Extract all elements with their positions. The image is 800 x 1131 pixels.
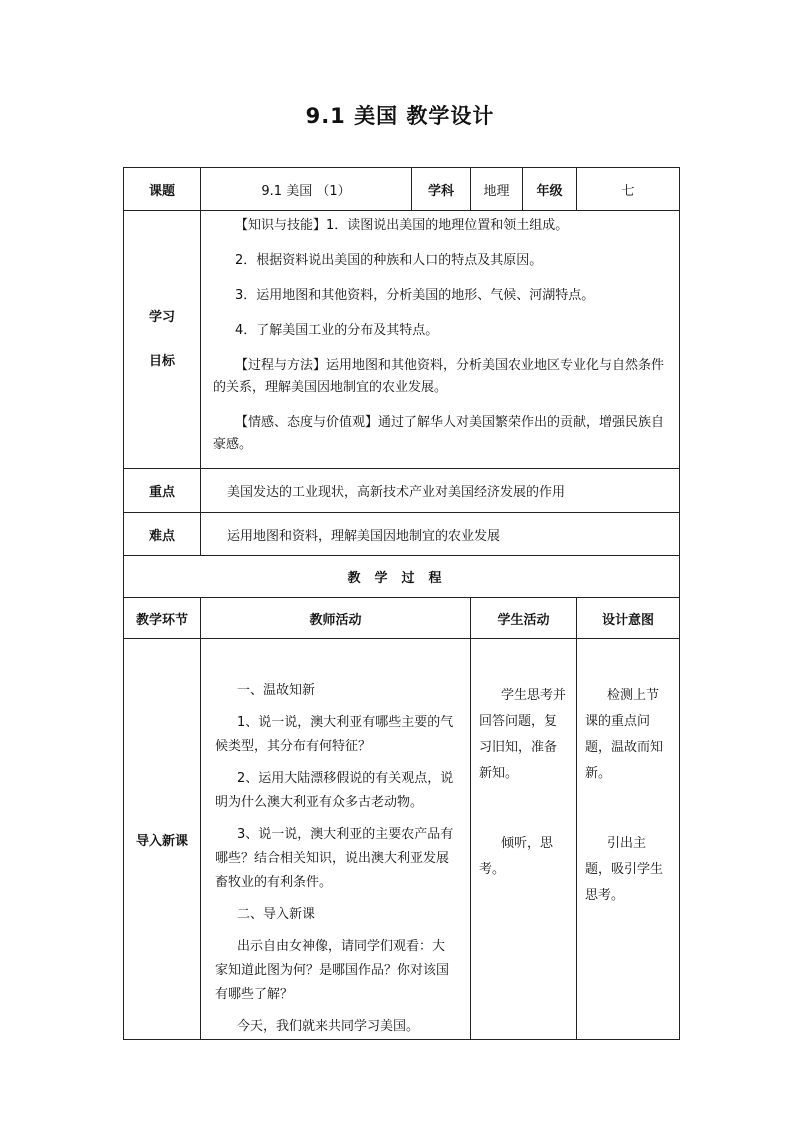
objective-line: 【过程与方法】运用地图和其他资料，分析美国农业地区专业化与自然条件的关系，理解美国因地制宜的农业发展。 [213,358,665,395]
teacher-line: 一、温故知新 [237,683,316,698]
objective-line: 【知识与技能】1．读图说出美国的地理位置和领土组成。 [235,218,569,233]
objectives-content [201,211,680,469]
difficulty-row [124,513,680,556]
process-heading-text: 教学过程 [347,571,456,586]
student-line: 倾听，思考。 [479,836,554,877]
intent-line: 引出主题，吸引学生思考。 [585,836,664,903]
column-stage: 教学环节 [124,598,201,639]
objective-line: 2．根据资料说出美国的种族和人口的特点及其原因。 [235,253,543,268]
teacher-line: 今天，我们就来共同学习美国。 [237,1019,420,1034]
teacher-line: 2、运用大陆漂移假说的有关观点，说明为什么澳大利亚有众多古老动物。 [215,771,454,810]
difficulty-label: 难点 [124,513,201,556]
intro-student-activity [471,639,577,1040]
intent-line: 检测上节课的重点问题，温故而知新。 [585,688,664,781]
teacher-line: 出示自由女神像，请同学们观看：大家知道此图为何？是哪国作品？你对该国有哪些了解？ [215,939,450,1002]
objective-line: 3．运用地图和其他资料，分析美国的地形、气候、河湖特点。 [235,288,595,303]
key-point-row [124,469,680,513]
lesson-plan-table [123,167,680,1040]
objectives-label-line1: 学习 [148,309,175,325]
objectives-row [124,211,680,469]
column-intent: 设计意图 [577,598,680,639]
grade-label: 年级 [523,168,577,211]
objectives-label [124,211,201,469]
intro-teacher-activity [201,639,471,1040]
objectives-label-line2: 目标 [148,353,175,369]
column-student: 学生活动 [471,598,577,639]
key-point-text: 美国发达的工业现状，高新技术产业对美国经济发展的作用 [201,469,680,513]
objective-line: 4．了解美国工业的分布及其特点。 [235,323,439,338]
intro-row [124,639,680,1040]
process-heading [124,556,680,598]
column-teacher: 教师活动 [201,598,471,639]
teacher-line: 3、说一说，澳大利亚的主要农产品有哪些？结合相关知识，说出澳大利亚发展畜牧业的有利条件。 [215,827,454,890]
process-heading-row [124,556,680,598]
objective-line: 【情感、态度与价值观】通过了解华人对美国繁荣作出的贡献，增强民族自豪感。 [213,415,665,452]
subject-value: 地理 [471,168,523,211]
subject-label: 学科 [412,168,471,211]
column-header-row [124,598,680,639]
teacher-line: 二、导入新课 [237,907,316,922]
document-title: 9.1 美国 教学设计 [305,104,495,128]
topic-value: 9.1 美国 （1） [201,168,412,211]
grade-value: 七 [577,168,680,211]
header-row [124,168,680,211]
student-line: 学生思考并回答问题，复习旧知，准备新知。 [479,688,567,781]
intro-design-intent [577,639,680,1040]
difficulty-text: 运用地图和资料，理解美国因地制宜的农业发展 [201,513,680,556]
intro-stage: 导入新课 [124,639,201,1040]
teacher-line: 1、说一说，澳大利亚有哪些主要的气候类型，其分布有何特征？ [215,715,454,754]
key-point-label: 重点 [124,469,201,513]
topic-label: 课题 [124,168,201,211]
